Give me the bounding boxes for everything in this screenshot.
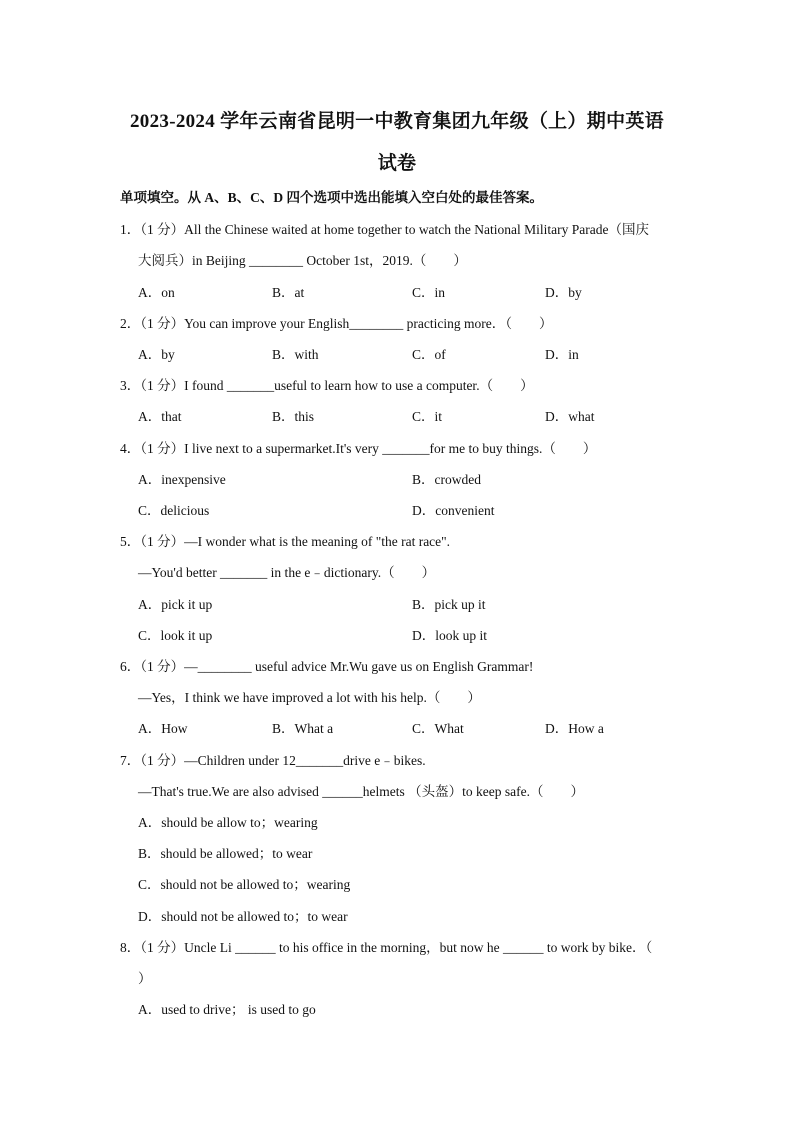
question-4-option-a[interactable]: A．inexpensive — [138, 472, 226, 487]
question-5-option-d[interactable]: D．look up it — [412, 628, 488, 643]
question-2-option-a[interactable]: A．by — [138, 347, 175, 362]
question-7-option-b[interactable]: B．should be allowed；to wear — [138, 846, 313, 861]
question-4-line-1: 4．（1 分）I live next to a supermarket.It's very _______for me to buy things.（ ） — [120, 441, 597, 456]
exam-title-line-1: 2023-2024 学年云南省昆明一中教育集团九年级（上）期中英语 — [130, 111, 664, 132]
question-4-option-c[interactable]: C．delicious — [138, 503, 210, 518]
question-2-option-c[interactable]: C．of — [412, 347, 446, 362]
question-3-option-c[interactable]: C．it — [412, 409, 443, 424]
question-1-line-2: 大阅兵）in Beijing ________ October 1st，2019.（ ） — [138, 253, 467, 268]
question-2-line-1: 2．（1 分）You can improve your English________ practicing more．（ ） — [120, 316, 553, 331]
question-3-option-a[interactable]: A．that — [138, 409, 182, 424]
question-7-line-2: —That's true.We are also advised ______helmets （头盔）to keep safe.（ ） — [138, 784, 584, 799]
question-3-option-b[interactable]: B．this — [272, 409, 315, 424]
question-3-line-1: 3．（1 分）I found _______useful to learn how to use a computer.（ ） — [120, 378, 534, 393]
question-4-option-b[interactable]: B．crowded — [412, 472, 481, 487]
question-6-option-c[interactable]: C．What — [412, 721, 464, 736]
question-2-option-d[interactable]: D．in — [545, 347, 579, 362]
question-7-option-c[interactable]: C．should not be allowed to；wearing — [138, 877, 351, 892]
question-5-option-c[interactable]: C．look it up — [138, 628, 213, 643]
question-5-line-1: 5．（1 分）—I wonder what is the meaning of "the rat race". — [120, 534, 451, 549]
question-1-option-b[interactable]: B．at — [272, 285, 305, 300]
question-6-option-b[interactable]: B．What a — [272, 721, 334, 736]
question-1-option-a[interactable]: A．on — [138, 285, 175, 300]
question-6-option-d[interactable]: D．How a — [545, 721, 604, 736]
question-1-option-d[interactable]: D．by — [545, 285, 582, 300]
question-7-option-d[interactable]: D．should not be allowed to；to wear — [138, 909, 348, 924]
question-5-option-a[interactable]: A．pick it up — [138, 597, 213, 612]
question-6-line-1: 6．（1 分）—________ useful advice Mr.Wu gave us on English Grammar! — [120, 659, 534, 674]
question-8-line-2: ） — [138, 971, 152, 986]
question-8-line-1: 8．（1 分）Uncle Li ______ to his office in the morning，but now he ______ to work by bike．（ — [120, 940, 653, 955]
exam-title-line-2: 试卷 — [377, 153, 417, 174]
question-5-option-b[interactable]: B．pick up it — [412, 597, 486, 612]
question-2-option-b[interactable]: B．with — [272, 347, 319, 362]
section-heading: 单项填空。从 A、B、C、D 四个选项中选出能填入空白处的最佳答案。 — [120, 190, 544, 205]
question-3-option-d[interactable]: D．what — [545, 409, 595, 424]
question-1-option-c[interactable]: C．in — [412, 285, 446, 300]
question-1-line-1: 1．（1 分）All the Chinese waited at home together to watch the National Military Parade（国庆 — [120, 222, 649, 237]
question-7-option-a[interactable]: A．should be allow to；wearing — [138, 815, 318, 830]
question-8-option-a[interactable]: A．used to drive； is used to go — [138, 1002, 316, 1017]
question-4-option-d[interactable]: D．convenient — [412, 503, 495, 518]
question-5-line-2: —You'd better _______ in the e﹣dictionary.（ ） — [138, 565, 436, 580]
question-6-line-2: —Yes，I think we have improved a lot with his help.（ ） — [138, 690, 481, 705]
question-7-line-1: 7．（1 分）—Children under 12_______drive e﹣bikes. — [120, 753, 426, 768]
question-6-option-a[interactable]: A．How — [138, 721, 188, 736]
